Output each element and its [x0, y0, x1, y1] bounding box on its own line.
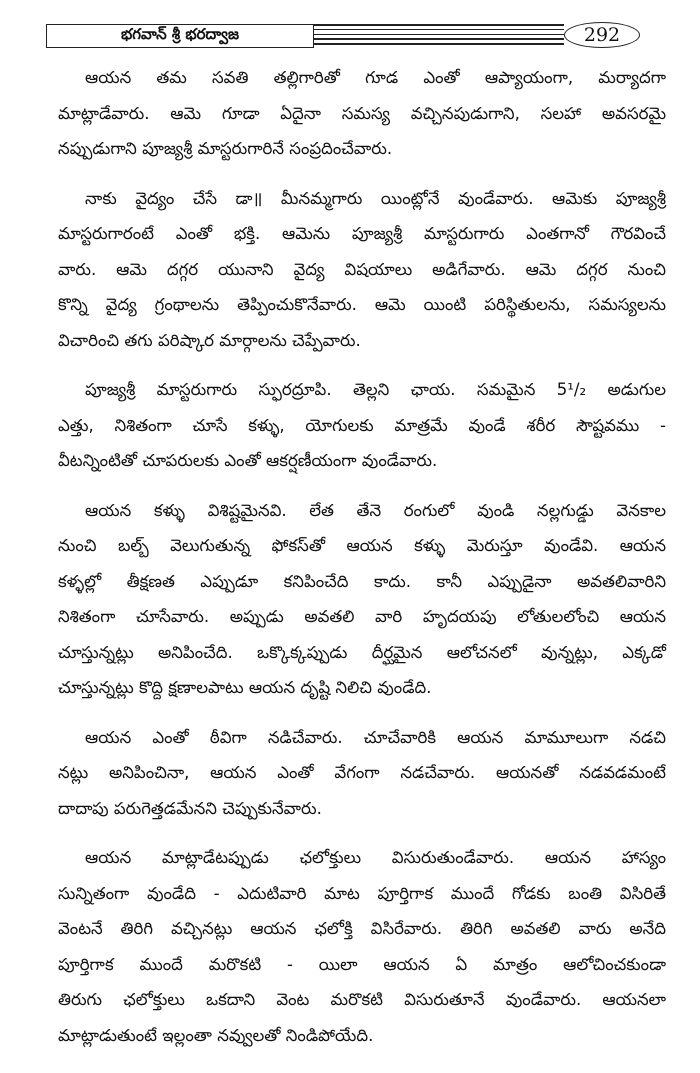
text-line: చూస్తున్నట్లు అనిపించేది. ఒక్కొక్కప్పుడు దీర్ఘమైన ఆలోచనలో వున్నట్లు, ఎక్కడో — [58, 642, 666, 662]
text-line: తిరుగు ఛలోక్తులు ఒకదాని వెంట మరొకటి విసురుతూనే వుండేవారు. ఆయనలా — [58, 990, 666, 1009]
text-line: పూజ్యశ్రీ మాస్టరుగారు స్ఫురద్రూపి. తెల్లని ఛాయ. సమమైన 5¹/₂ అడుగుల — [85, 380, 666, 399]
paragraph — [58, 372, 666, 479]
paragraph — [58, 493, 666, 706]
text-line: నట్లు అనిపించినా, ఆయన ఎంతో వేగంగా నడచేవారు. ఆయనతో నడవడమంటే — [58, 763, 666, 782]
text-line: ఆయన కళ్ళు విశిష్టమైనవి. లేత తేనె రంగులో వుండి నల్లగుడ్డు వెనకాల — [85, 500, 666, 520]
page-header — [46, 24, 636, 52]
text-line: వెంటనే తిరిగి వచ్చినట్లు ఆయన ఛలోక్తి విసిరేవారు. తిరిగి అవతలి వారు అనేది — [58, 919, 666, 938]
paragraph — [58, 840, 666, 1053]
text-line: ఆయన ఎంతో ఠీవిగా నడిచేవారు. చూచేవారికి ఆయన మామూలుగా నడచి — [85, 727, 666, 747]
text-line: ఆయన మాట్లాడేటప్పుడు ఛలోక్తులు విసురుతుండేవారు. ఆయన హాస్యం — [85, 848, 666, 867]
text-line: కొన్ని వైద్య గ్రంథాలను తెప్పించుకొనేవారు. ఆమె యింటి పరిస్థితులను, సమస్యలను — [58, 295, 666, 314]
text-line: చూస్తున్నట్లు కొద్ది క్షణాలపాటు ఆయన దృష్టి నిలిచి వుండేది. — [58, 678, 432, 697]
running-title: భగవాన్ శ్రీ భరద్వాజ — [46, 24, 314, 48]
text-line: కళ్ళల్లో తీక్షణత ఎప్పుడూ కనిపించేది కాదు. కానీ ఎప్పుడైనా అవతలివారిని — [58, 571, 666, 591]
text-line: విచారించి తగు పరిష్కార మార్గాలను చెప్పేవారు. — [58, 330, 361, 350]
text-line: నప్పుడుగాని పూజ్యశ్రీ మాస్టరుగారినే సంప్రదించేవారు. — [58, 139, 393, 158]
text-line: నాకు వైద్యం చేసే డా॥ మీనమ్మగారు యింట్లోనే వుండేవారు. ఆమెకు పూజ్యశ్రీ — [85, 188, 666, 208]
text-line: వారు. ఆమె దగ్గర యునాని వైద్య విషయాలు అడిగేవారు. ఆమె దగ్గర నుంచి — [58, 259, 666, 279]
text-line: దాదాపు పరుగెత్తడమేనని చెప్పుకునేవారు. — [58, 798, 322, 818]
text-line: సున్నితంగా వుండేది - ఎదుటివారి మాట పూర్తిగాక ముందే గోడకు బంతి విసిరితే — [58, 883, 666, 903]
text-line: పూర్తిగాక ముందే మరొకటి - యిలా ఆయన ఏ మాత్రం ఆలోచించకుండా — [58, 954, 666, 974]
page-body — [58, 60, 666, 1067]
text-line: మాట్లాడుతుంటే ఇల్లంతా నవ్వులతో నిండిపోయేది. — [58, 1025, 374, 1045]
text-line: ఎత్తు, నిశితంగా చూసే కళ్ళు, యోగులకు మాత్రమే వుండే శరీర సౌష్టవము - — [58, 415, 666, 435]
page-number: 292 — [564, 22, 640, 48]
text-line: ఆయన తమ సవతి తల్లిగారితో గూడ ఎంతో ఆప్యాయంగా, మర్యాదగా — [85, 68, 666, 87]
header-rules — [314, 24, 564, 48]
paragraph — [58, 60, 666, 167]
paragraph — [58, 181, 666, 359]
text-line: మాట్లాడేవారు. ఆమె గూడా ఏదైనా సమస్య వచ్చినపుడుగాని, సలహా అవసరమై — [58, 103, 666, 123]
text-line: నిశితంగా చూసేవారు. అప్పుడు అవతలి వారి హృదయపు లోతులలోంచి ఆయన — [58, 607, 666, 626]
paragraph — [58, 720, 666, 827]
text-line: మాస్టరుగారంటే ఎంతో భక్తి. ఆమెను పూజ్యశ్రీ మాస్టరుగారు ఎంతగానో గౌరవించే — [58, 224, 666, 243]
text-line: వీటన్నింటితో చూపరులకు ఎంతో ఆకర్షణీయంగా వుండేవారు. — [58, 451, 438, 470]
text-line: నుంచి బల్బ్ వెలుగుతున్న ఫోకస్‌తో ఆయన కళ్ళు మెరుస్తూ వుండేవి. ఆయన — [58, 536, 666, 555]
